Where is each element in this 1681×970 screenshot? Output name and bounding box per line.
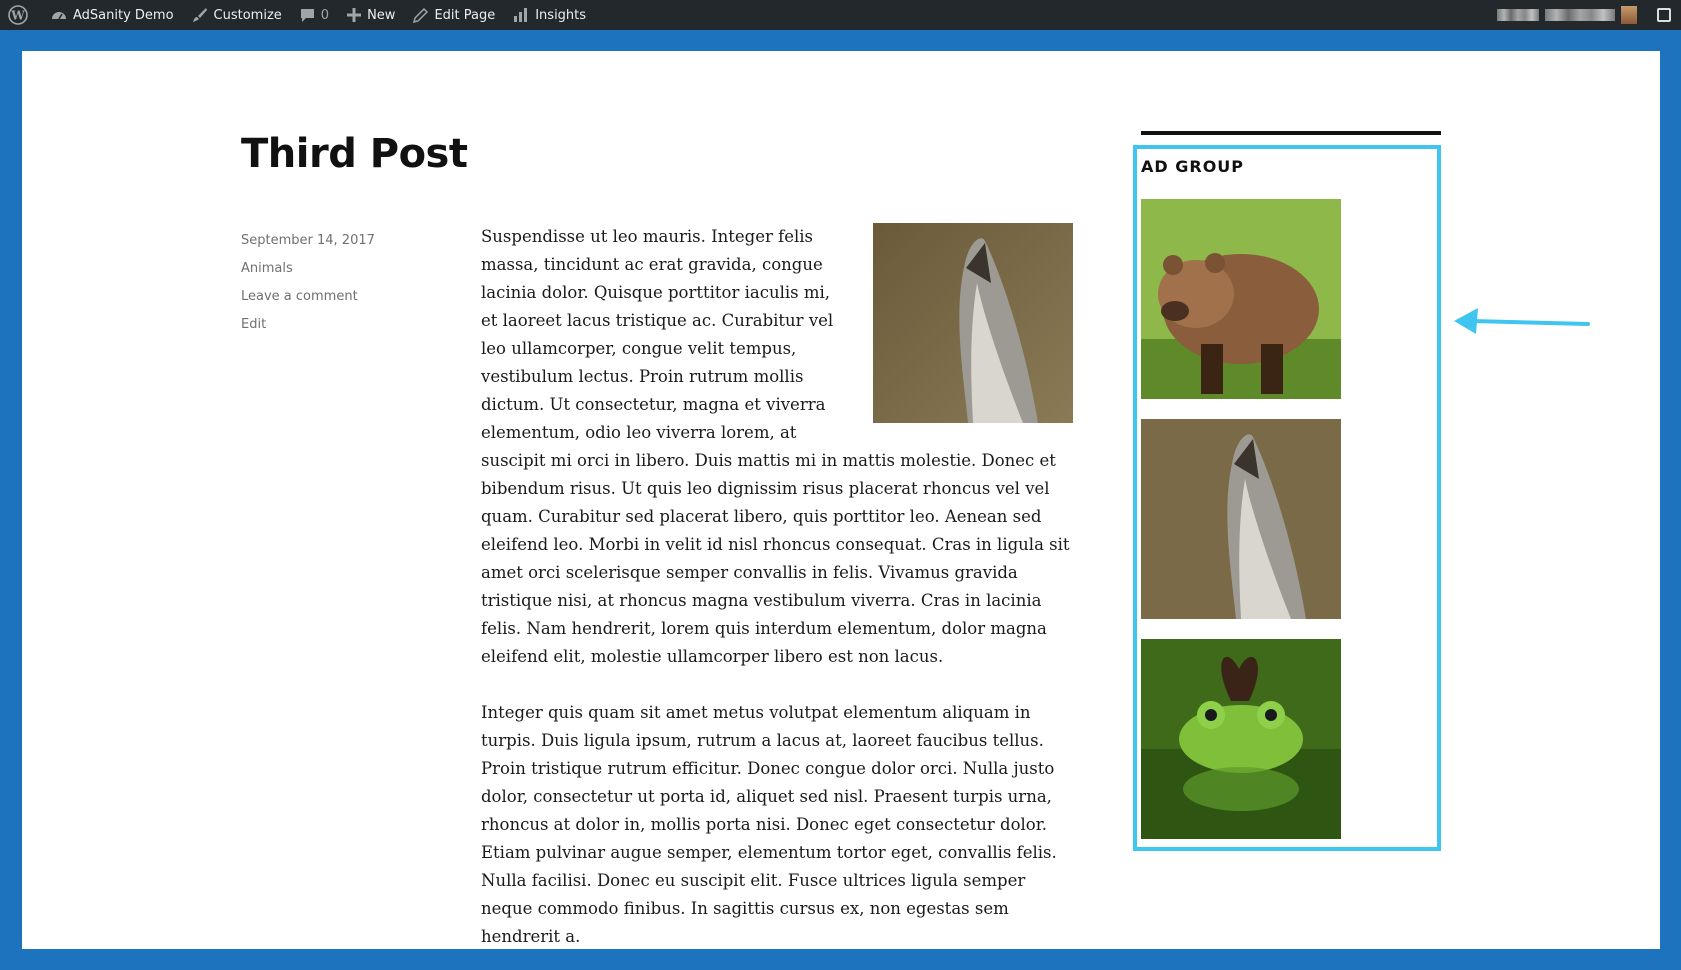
frog-image: [1141, 639, 1341, 839]
pointer-arrow-icon: [1452, 301, 1592, 341]
brush-icon: [192, 7, 208, 23]
new-label: New: [367, 7, 396, 23]
pencil-icon: [413, 8, 428, 23]
edit-page-label: Edit Page: [434, 7, 496, 23]
post-date[interactable]: September 14, 2017: [241, 233, 375, 248]
dashboard-icon: [51, 7, 67, 23]
post-meta: [241, 227, 375, 339]
comment-bubble-icon: [300, 8, 315, 23]
avatar[interactable]: [1621, 6, 1637, 24]
post-paragraph: Suspendisse ut leo mauris. Integer felis massa, tincidunt ac erat gravida, congue lacinia dolor. Quisque porttitor iaculis mi, et laoreet lacus tristique ac. Curabitur vel leo ullamcorper, congue velit tempus, vestibulum lectus. Proin rutrum mollis dictum. Ut consectetur, magna et viverra elementum, odio leo viverra lorem, at suscipit mi orci in libero. Duis mattis mi in mattis molestie. Donec et bibendum risus. Ut quis leo dignissim risus placerat rhoncus vel vel quam. Curabitur sed placerat libero, quis porttitor leo. Aenean sed eleifend leo. Morbi in velit id nisl rhoncus consequat. Cras in ligula sit amet orci scelerisque semper convallis in felis. Vivamus gravida tristique nisi, at rhoncus magna vestibulum viverra. Cras in lacinia felis. Nam hendrerit, lorem quis interdum elementum, dolor magna eleifend elit, molestie ullamcorper libero est non lacus.: [481, 227, 1070, 666]
ad-alligator[interactable]: [1141, 419, 1341, 619]
blurred-username: [1497, 9, 1539, 21]
comments-link[interactable]: [291, 0, 338, 30]
post-category[interactable]: Animals: [241, 261, 293, 276]
alligator-image: [1141, 419, 1341, 619]
ad-frog[interactable]: [1141, 639, 1341, 839]
post-title: Third Post: [241, 131, 468, 177]
post-body: [481, 223, 1073, 949]
wordpress-menu[interactable]: [0, 0, 42, 30]
site-name-menu[interactable]: [42, 0, 183, 30]
svg-text:W: W: [11, 8, 25, 23]
insights-menu[interactable]: [504, 0, 595, 30]
alligator-image: [873, 223, 1073, 423]
ad-bear[interactable]: [1141, 199, 1341, 399]
comments-count: 0: [320, 7, 330, 23]
blurred-username-2: [1545, 9, 1615, 21]
customize-link[interactable]: [183, 0, 291, 30]
admin-bar: [0, 0, 1681, 30]
page-content: [22, 51, 1660, 949]
bar-chart-icon: [513, 7, 529, 23]
leave-comment-link[interactable]: Leave a comment: [241, 289, 358, 304]
new-content-menu[interactable]: [338, 0, 404, 30]
edit-page-link[interactable]: [404, 0, 504, 30]
customize-label: Customize: [213, 7, 282, 23]
post-paragraph: Integer quis quam sit amet metus volutpat elementum aliquam in turpis. Duis ligula ipsum, rutrum a lacus at, laoreet faucibus tellus. Proin tristique rutrum efficitur. Donec congue dolor orci. Nulla justo dolor, consectetur ut porta id, aliquet sed nisl. Praesent turpis urna, rhoncus at dolor in, mollis porta nisi. Donec eget consectetur dolor. Etiam pulvinar augue semper, elementum tortor eget, convallis felis. Nulla facilisi. Donec eu suscipit elit. Fusce ultrices ligula semper neque commodo finibus. In sagittis cursus ex, non egestas sem hendrerit a.: [481, 703, 1057, 946]
bear-image: [1141, 199, 1341, 399]
extension-icon[interactable]: [1657, 8, 1671, 22]
site-name: AdSanity Demo: [73, 7, 174, 23]
plus-icon: [347, 8, 361, 22]
account-menu[interactable]: [1497, 0, 1671, 30]
insights-label: Insights: [535, 7, 587, 23]
edit-post-link[interactable]: Edit: [241, 317, 267, 332]
wordpress-logo-icon: [8, 5, 28, 25]
ad-group-title: AD GROUP: [1141, 157, 1245, 176]
sidebar-rule: [1141, 131, 1441, 135]
